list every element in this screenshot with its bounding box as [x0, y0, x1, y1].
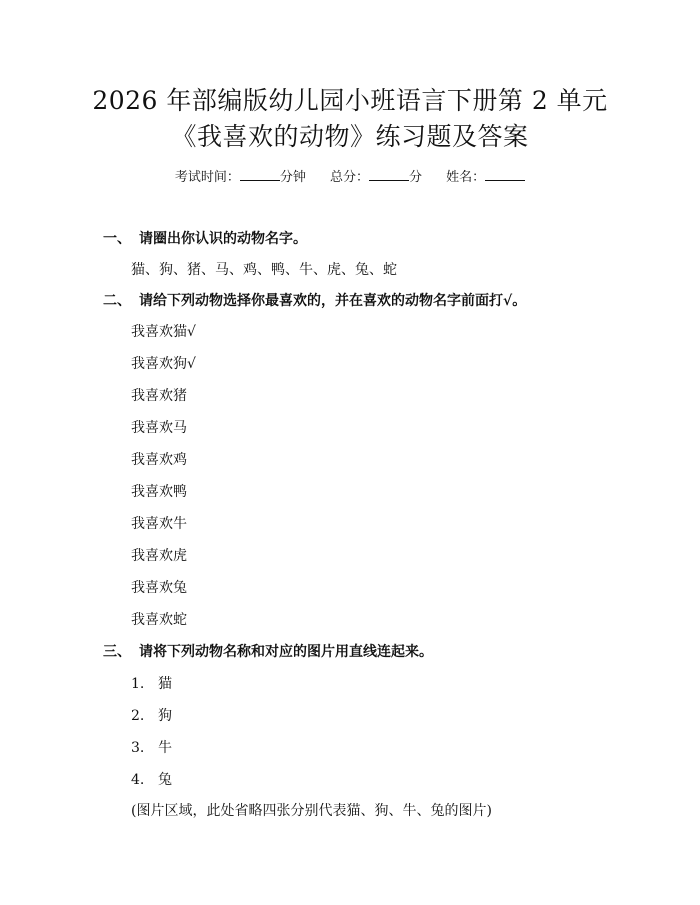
exam-time-field — [175, 168, 306, 188]
section-3-item — [131, 738, 172, 758]
section-2-item: 我喜欢兔 — [131, 580, 187, 596]
section-3-item-number: 1. — [131, 676, 145, 692]
section-2-item: 我喜欢鸡 — [131, 452, 187, 468]
exam-info-bar — [0, 168, 700, 188]
section-1-number: 一、 — [103, 231, 131, 247]
section-3-image-note: (图片区域，此处省略四张分别代表猫、狗、牛、兔的图片) — [131, 803, 492, 819]
section-2-item: 我喜欢蛇 — [131, 612, 187, 628]
section-3-heading — [103, 642, 433, 662]
total-score-unit: 分 — [409, 170, 423, 185]
total-score-blank — [369, 168, 409, 181]
section-2-number: 二、 — [103, 293, 131, 309]
exam-time-unit: 分钟 — [279, 170, 306, 185]
section-3-item-number: 4. — [131, 772, 145, 788]
student-name-label: 姓名： — [446, 170, 486, 185]
section-2-item: 我喜欢虎 — [131, 548, 187, 564]
exam-time-label: 考试时间： — [174, 170, 240, 185]
section-3-item-label: 兔 — [158, 772, 172, 788]
section-3-number: 三、 — [103, 644, 131, 660]
document-title-line-2: 《我喜欢的动物》练习题及答案 — [171, 122, 529, 151]
section-3-item-number: 2. — [131, 708, 145, 724]
section-3-item-label: 猫 — [158, 676, 172, 692]
section-2-item: 我喜欢马 — [131, 420, 187, 436]
section-1-heading — [103, 229, 307, 249]
student-name-field — [446, 168, 525, 188]
document-title-line-1: 2026 年部编版幼儿园小班语言下册第 2 单元 — [92, 86, 608, 115]
section-1-animal-list: 猫、狗、猪、马、鸡、鸭、牛、虎、兔、蛇 — [131, 262, 397, 278]
section-2-item: 我喜欢鸭 — [131, 484, 187, 500]
section-3-item-label: 牛 — [158, 740, 172, 756]
section-2-item: 我喜欢狗√ — [131, 356, 196, 372]
section-3-item — [131, 706, 172, 726]
section-2-item: 我喜欢猫√ — [131, 324, 196, 340]
section-2-heading — [103, 291, 526, 311]
student-name-blank — [485, 168, 525, 181]
section-3-instruction: 请将下列动物名称和对应的图片用直线连起来。 — [139, 644, 433, 660]
total-score-label: 总分： — [329, 170, 369, 185]
section-3-item — [131, 674, 172, 694]
section-2-instruction: 请给下列动物选择你最喜欢的，并在喜欢的动物名字前面打√。 — [139, 293, 527, 309]
section-3-item — [131, 770, 172, 790]
section-3-item-label: 狗 — [158, 708, 172, 724]
section-2-item: 我喜欢猪 — [131, 388, 187, 404]
total-score-field — [330, 168, 422, 188]
section-3-item-number: 3. — [131, 740, 145, 756]
section-2-item: 我喜欢牛 — [131, 516, 187, 532]
section-1-instruction: 请圈出你认识的动物名字。 — [139, 231, 307, 247]
exam-time-blank — [240, 168, 280, 181]
